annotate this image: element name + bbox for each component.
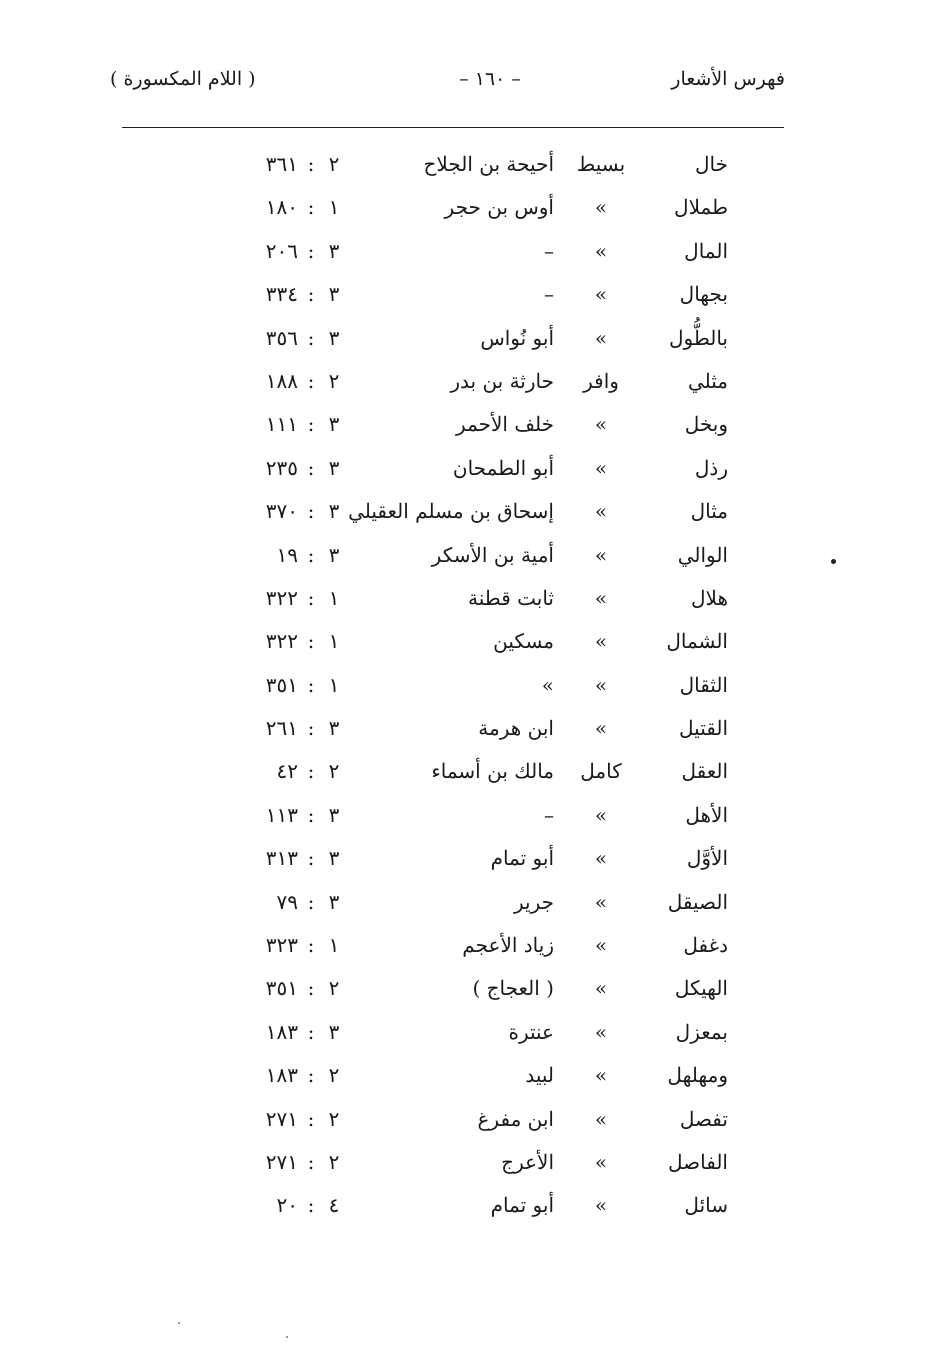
volume-number: ١: [328, 629, 340, 654]
page-reference: ٤٢: [276, 759, 298, 784]
poet-name: »: [541, 672, 554, 697]
poet-name: أبو الطمحان: [452, 455, 554, 480]
meter: »: [594, 1149, 608, 1174]
meter: »: [594, 629, 608, 654]
poet-name: أوس بن حجر: [444, 195, 554, 220]
reference-separator: :: [307, 1149, 315, 1174]
rhyme-word: وبخل: [684, 412, 728, 437]
index-row: [0, 710, 950, 753]
index-row: [0, 623, 950, 666]
reference-separator: :: [307, 585, 315, 610]
poet-name: أبو تمام: [490, 846, 554, 871]
volume-number: ٢: [328, 152, 340, 176]
reference-separator: :: [307, 499, 315, 524]
index-row: [0, 840, 950, 883]
poet-name: ( العجاج ): [472, 976, 554, 1001]
volume-number: ٣: [328, 846, 340, 871]
meter: »: [594, 282, 608, 307]
page-reference: ١٨٨: [265, 368, 298, 393]
index-row: [0, 406, 950, 449]
meter: »: [594, 238, 608, 263]
rhyme-word: العقل: [681, 759, 728, 784]
page-reference: ٣٥٦: [265, 325, 298, 350]
volume-number: ٣: [328, 238, 340, 263]
page-reference: ٣٥١: [265, 976, 298, 1001]
meter: »: [594, 325, 608, 350]
page-reference: ١٨٣: [265, 1063, 298, 1088]
poet-name: الأعرج: [501, 1149, 554, 1174]
meter: بسيط: [576, 152, 626, 176]
volume-number: ٣: [328, 889, 340, 914]
reference-separator: :: [307, 933, 315, 958]
page-reference: ٧٩: [276, 889, 298, 914]
rhyme-word: رذل: [694, 455, 728, 480]
poet-name: خلف الأحمر: [456, 412, 554, 437]
reference-separator: :: [307, 1106, 315, 1131]
page-reference: ٣٢٣: [265, 933, 298, 958]
meter: »: [594, 455, 608, 480]
reference-separator: :: [307, 976, 315, 1001]
page-reference: ١٨٠: [265, 195, 298, 220]
meter: »: [594, 933, 608, 958]
volume-number: ٣: [328, 716, 340, 741]
poet-name: مسكين: [493, 629, 554, 654]
poet-name: عنترة: [508, 1019, 554, 1044]
index-row: [0, 753, 950, 796]
index-row: [0, 1057, 950, 1100]
poet-name: –: [544, 802, 554, 827]
meter: »: [594, 672, 608, 697]
page-reference: ٣٥١: [265, 672, 298, 697]
reference-separator: :: [307, 889, 315, 914]
rhyme-word: بالطُّول: [668, 325, 728, 350]
reference-separator: :: [307, 1063, 315, 1088]
rhyme-word: سائل: [684, 1193, 728, 1218]
reference-separator: :: [307, 672, 315, 697]
page-reference: ٢٦١: [265, 716, 298, 741]
poet-name: ابن مفرغ: [477, 1106, 554, 1131]
volume-number: ٣: [328, 802, 340, 827]
reference-separator: :: [307, 629, 315, 654]
page-reference: ٣٢٢: [265, 629, 298, 654]
index-row: [0, 537, 950, 580]
rhyme-word: القتيل: [679, 716, 728, 741]
volume-number: ١: [328, 933, 340, 958]
poet-name: مالك بن أسماء: [431, 759, 554, 784]
poet-name: إسحاق بن مسلم العقيلي: [348, 499, 554, 524]
paper-speck: [286, 1336, 288, 1338]
page-reference: ١١١: [265, 412, 298, 437]
index-row: [0, 1014, 950, 1057]
meter: »: [594, 1063, 608, 1088]
page-reference: ٣٢٢: [265, 585, 298, 610]
index-row: [0, 927, 950, 970]
index-row: [0, 320, 950, 363]
reference-separator: :: [307, 759, 315, 784]
poet-name: أبو نُواس: [480, 325, 554, 350]
reference-separator: :: [307, 455, 315, 480]
rhyme-word: الهيكل: [674, 976, 728, 1001]
index-row: [0, 667, 950, 710]
index-row: [0, 450, 950, 493]
index-row: [0, 797, 950, 840]
rhyme-word: تفصل: [679, 1106, 728, 1131]
rhyme-word: بجهال: [679, 282, 728, 307]
meter: »: [594, 846, 608, 871]
rhyme-word: دغفل: [683, 933, 728, 958]
index-row: [0, 970, 950, 1013]
index-row: [0, 1144, 950, 1187]
poet-name: حارثة بن بدر: [450, 368, 554, 393]
meter: »: [594, 412, 608, 437]
volume-number: ٢: [328, 1149, 340, 1174]
rhyme-word: هلال: [690, 585, 728, 610]
poet-name: –: [544, 282, 554, 307]
volume-number: ٢: [328, 1063, 340, 1088]
rhyme-word: الفاصل: [668, 1149, 728, 1174]
volume-number: ٣: [328, 542, 340, 567]
section-title: ( اللام المكسورة ): [110, 68, 256, 90]
meter: »: [594, 585, 608, 610]
page-reference: ٢٧١: [265, 1149, 298, 1174]
poet-name: لبيد: [525, 1063, 554, 1088]
poet-name: ثابت قطنة: [468, 585, 554, 610]
rhyme-word: الوالي: [677, 542, 728, 567]
rhyme-word: الأهل: [685, 802, 728, 827]
reference-separator: :: [307, 282, 315, 307]
reference-separator: :: [307, 368, 315, 393]
meter: »: [594, 499, 608, 524]
rhyme-word: الشمال: [666, 629, 728, 654]
meter: »: [594, 195, 608, 220]
volume-number: ٣: [328, 455, 340, 480]
index-row: [0, 580, 950, 623]
page-reference: ١١٣: [265, 802, 298, 827]
meter: »: [594, 802, 608, 827]
index-title: فهرس الأشعار: [671, 68, 785, 90]
volume-number: ٣: [328, 1019, 340, 1044]
meter: »: [594, 976, 608, 1001]
running-header: [110, 68, 785, 104]
index-row: [0, 1101, 950, 1144]
meter: »: [594, 542, 608, 567]
rhyme-word: المال: [684, 238, 728, 263]
meter: »: [594, 1193, 608, 1218]
reference-separator: :: [307, 542, 315, 567]
index-entries: [0, 146, 950, 1231]
index-row: [0, 276, 950, 319]
paper-speck: [178, 1322, 180, 1324]
poet-name: ابن هرمة: [478, 716, 554, 741]
rhyme-word: الصيقل: [667, 889, 728, 914]
reference-separator: :: [307, 716, 315, 741]
volume-number: ١: [328, 585, 340, 610]
reference-separator: :: [307, 152, 315, 176]
header-rule: [122, 127, 784, 128]
reference-separator: :: [307, 1019, 315, 1044]
page-reference: ٢٣٥: [265, 455, 298, 480]
poet-name: جرير: [514, 889, 554, 914]
reference-separator: :: [307, 412, 315, 437]
volume-number: ٢: [328, 1106, 340, 1131]
index-row: [0, 493, 950, 536]
page-reference: ١٨٣: [265, 1019, 298, 1044]
meter: »: [594, 1019, 608, 1044]
volume-number: ٤: [328, 1193, 340, 1218]
reference-separator: :: [307, 325, 315, 350]
reference-separator: :: [307, 846, 315, 871]
meter: كامل: [580, 759, 622, 784]
index-row: [0, 363, 950, 406]
meter: وافر: [583, 368, 619, 393]
poet-name: أمية بن الأسكر: [431, 542, 554, 567]
poet-name: أحيحة بن الجلاح: [423, 152, 554, 176]
rhyme-word: ومهلهل: [667, 1063, 728, 1088]
reference-separator: :: [307, 1193, 315, 1218]
meter: »: [594, 889, 608, 914]
poet-name: أبو تمام: [490, 1193, 554, 1218]
page-reference: ٣٧٠: [265, 499, 298, 524]
page-reference: ٢٠٦: [265, 238, 298, 263]
page-reference: ٣٣٤: [265, 282, 298, 307]
rhyme-word: الثقال: [679, 672, 728, 697]
volume-number: ١: [328, 195, 340, 220]
page-reference: ٣١٣: [265, 846, 298, 871]
rhyme-word: مثلي: [687, 368, 728, 393]
volume-number: ٣: [328, 499, 340, 524]
volume-number: ٢: [328, 368, 340, 393]
poet-name: زياد الأعجم: [462, 933, 554, 958]
reference-separator: :: [307, 238, 315, 263]
poet-name: –: [544, 238, 554, 263]
index-row: [0, 189, 950, 232]
meter: »: [594, 716, 608, 741]
rhyme-word: خال: [695, 152, 728, 176]
rhyme-word: مثال: [690, 499, 728, 524]
index-row: [0, 146, 950, 189]
page-reference: ٣٦١: [265, 152, 298, 176]
rhyme-word: طملال: [674, 195, 728, 220]
rhyme-word: بمعزل: [675, 1019, 728, 1044]
index-row: [0, 1187, 950, 1230]
volume-number: ١: [328, 672, 340, 697]
volume-number: ٣: [328, 325, 340, 350]
page-reference: ٢٧١: [265, 1106, 298, 1131]
index-row: [0, 884, 950, 927]
rhyme-word: الأوَّل: [686, 846, 728, 871]
volume-number: ٣: [328, 412, 340, 437]
volume-number: ٢: [328, 759, 340, 784]
meter: »: [594, 1106, 608, 1131]
reference-separator: :: [307, 195, 315, 220]
volume-number: ٢: [328, 976, 340, 1001]
volume-number: ٣: [328, 282, 340, 307]
page-reference: ٢٠: [276, 1193, 298, 1218]
page-reference: ١٩: [276, 542, 298, 567]
index-row: [0, 233, 950, 276]
page-number: – ١٦٠ –: [459, 68, 521, 90]
margin-dot: [831, 559, 836, 564]
reference-separator: :: [307, 802, 315, 827]
